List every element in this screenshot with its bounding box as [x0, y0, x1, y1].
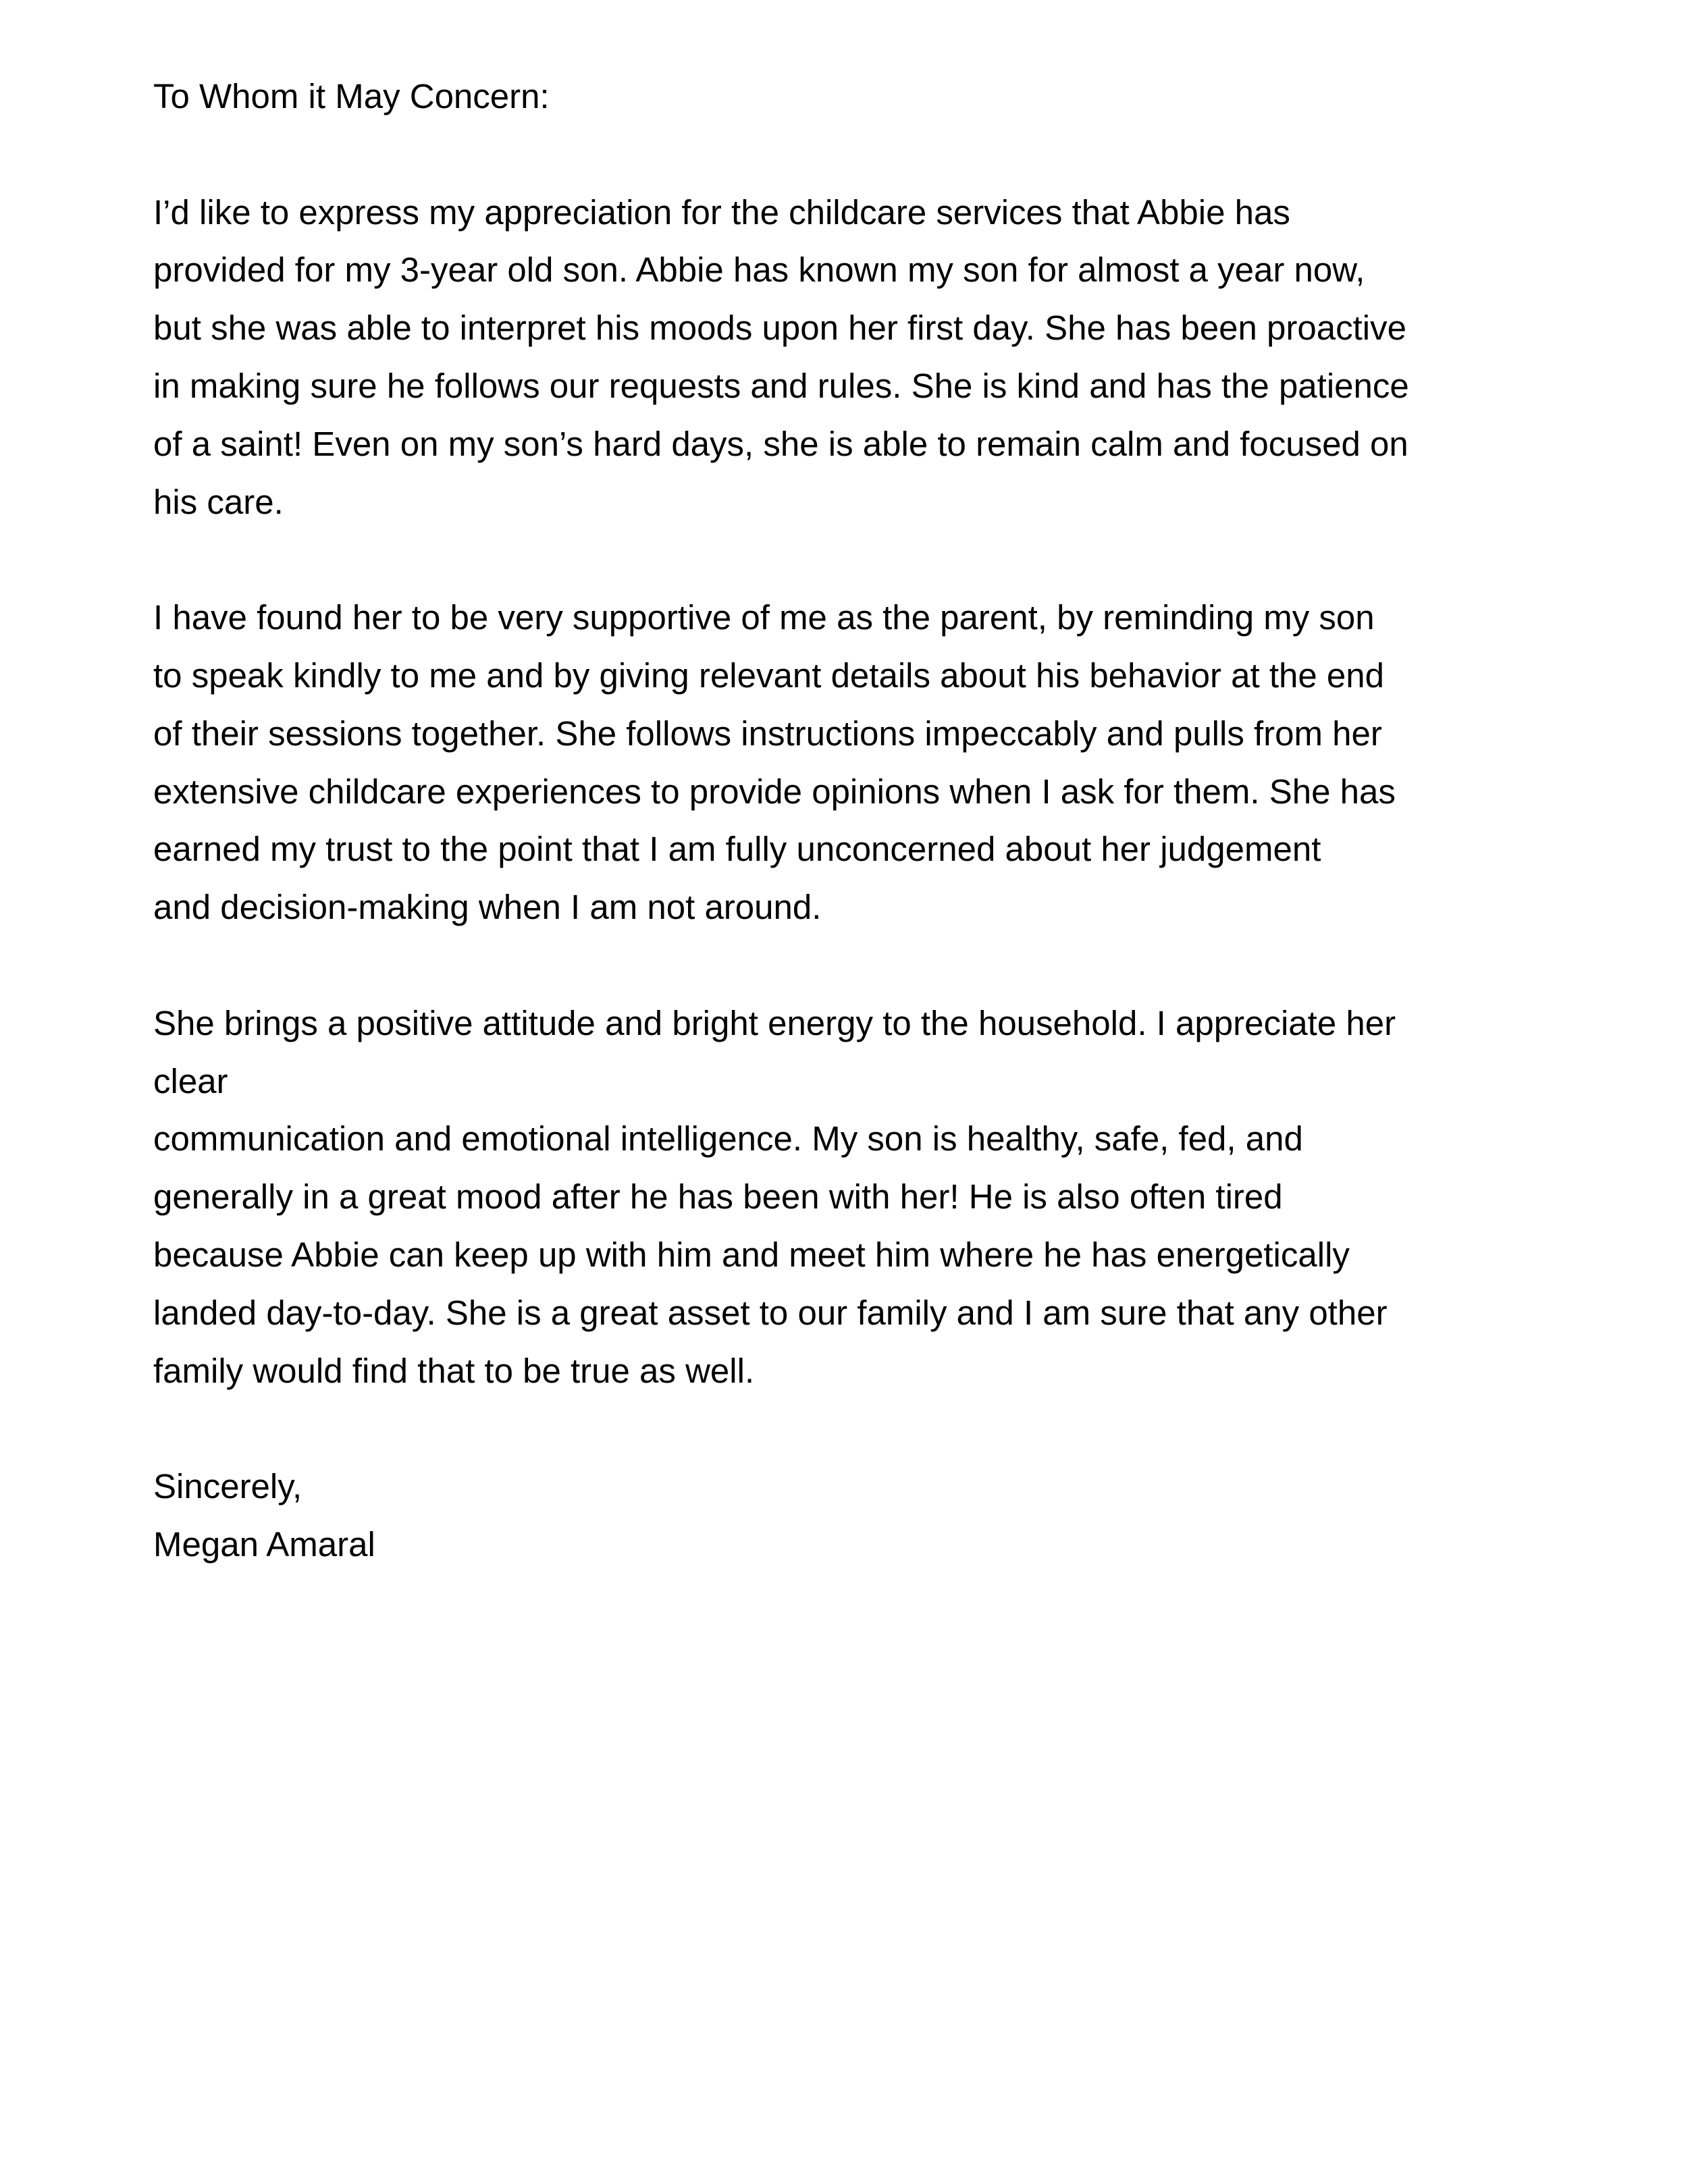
paragraph-3-line-3: communication and emotional intelligence. My son is healthy, safe, fed, and	[153, 1119, 1303, 1158]
paragraph-1-line-1: I’d like to express my appreciation for the childcare services that Abbie has	[153, 192, 1290, 232]
paragraph-3-line-4: generally in a great mood after he has been with her! He is also often tired	[153, 1177, 1283, 1217]
paragraph-2-line-4: extensive childcare experiences to provide opinions when I ask for them. She has	[153, 772, 1396, 811]
paragraph-3-line-5: because Abbie can keep up with him and meet him where he has energetically	[153, 1235, 1350, 1274]
paragraph-1-line-6: his care.	[153, 482, 284, 521]
signature-name: Megan Amaral	[153, 1524, 375, 1564]
paragraph-2-line-3: of their sessions together. She follows instructions impeccably and pulls from her	[153, 714, 1382, 753]
paragraph-3-line-2: clear	[153, 1061, 228, 1100]
paragraph-3	[153, 994, 1558, 1400]
paragraph-1-line-3: but she was able to interpret his moods upon her first day. She has been proactive	[153, 309, 1406, 348]
closing: Sincerely,	[153, 1467, 302, 1506]
paragraph-1	[153, 184, 1558, 531]
paragraph-2-line-2: to speak kindly to me and by giving relevant details about his behavior at the end	[153, 656, 1384, 695]
paragraph-1-line-5: of a saint! Even on my son’s hard days, she is able to remain calm and focused on	[153, 424, 1408, 463]
paragraph-2-line-1: I have found her to be very supportive of me as the parent, by reminding my son	[153, 598, 1375, 637]
paragraph-2-line-5: earned my trust to the point that I am fully unconcerned about her judgement	[153, 830, 1321, 869]
paragraph-spacer	[153, 936, 1558, 994]
paragraph-2-line-6: and decision-making when I am not around.	[153, 888, 822, 927]
paragraph-3-line-6: landed day-to-day. She is a great asset to our family and I am sure that any other	[153, 1293, 1388, 1332]
paragraph-spacer	[153, 126, 1558, 184]
paragraph-3-line-1: She brings a positive attitude and bright energy to the household. I appreciate her	[153, 1003, 1396, 1042]
paragraph-spacer	[153, 1400, 1558, 1458]
salutation: To Whom it May Concern:	[153, 77, 550, 115]
paragraph-1-line-4: in making sure he follows our requests and rules. She is kind and has the patience	[153, 366, 1409, 405]
paragraph-1-line-2: provided for my 3-year old son. Abbie has known my son for almost a year now,	[153, 250, 1365, 290]
paragraph-spacer	[153, 531, 1558, 589]
letter-page	[153, 68, 1558, 1574]
paragraph-2	[153, 589, 1558, 936]
paragraph-3-line-7: family would find that to be true as well.	[153, 1351, 755, 1390]
